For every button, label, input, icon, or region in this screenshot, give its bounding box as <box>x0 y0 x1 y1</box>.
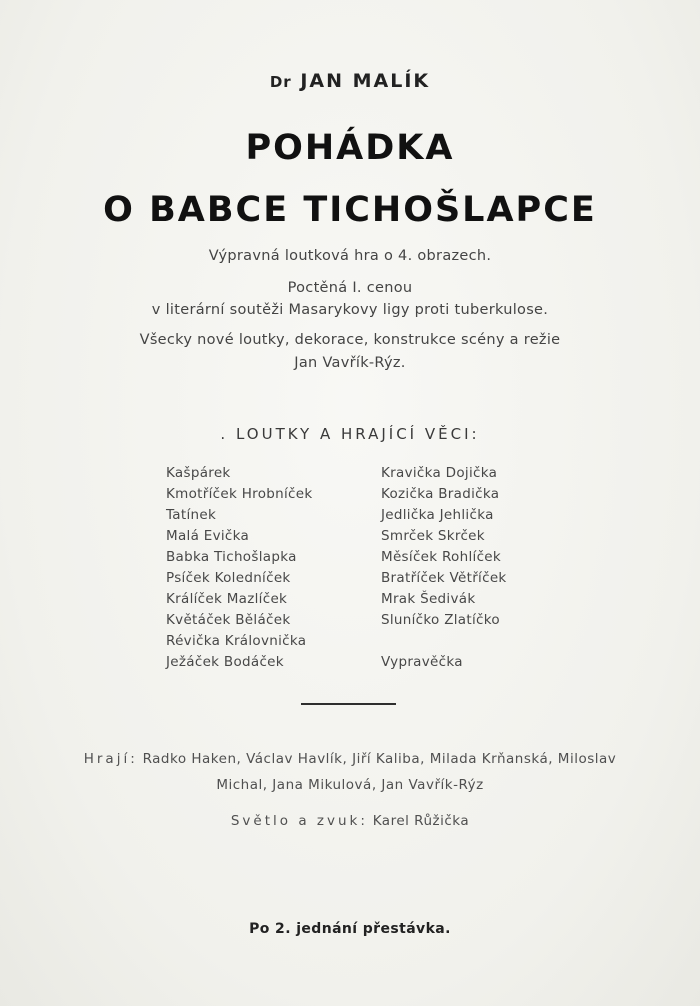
author-prefix: Dr <box>269 73 292 91</box>
narrator-name: Vypravěčka <box>381 654 463 670</box>
title-line-1: POHÁDKA <box>245 128 455 168</box>
intermission-note: Po 2. jednání přestávka. <box>249 921 451 937</box>
light-sound-name: Karel Růžička <box>372 813 470 829</box>
cast-line-2: Michal, Jana Mikulová, Jan Vavřík-Rýz <box>216 777 484 793</box>
cast-label: Hrají: <box>83 751 138 767</box>
character-name: Babka Tichošlapka <box>166 549 297 565</box>
character-name: Malá Evička <box>166 528 250 544</box>
character-name: Kašpárek <box>166 465 231 481</box>
character-name: Psíček Koledníček <box>166 570 291 586</box>
light-sound-credit <box>0 813 700 829</box>
character-name: Tatínek <box>166 507 217 523</box>
subtitle: Výpravná loutková hra o 4. obrazech. <box>208 248 492 264</box>
character-name: Ježáček Bodáček <box>166 654 284 670</box>
light-sound-label: Světlo a zvuk: <box>230 813 368 829</box>
author-name: JAN MALÍK <box>300 70 431 92</box>
character-name: Révička Královnička <box>166 633 307 649</box>
character-name: Smrček Skrček <box>381 528 485 544</box>
credits-line-1: Všecky nové loutky, dekorace, konstrukce scény a režie <box>139 332 561 348</box>
characters-heading: . LOUTKY A HRAJÍCÍ VĚCI: <box>220 425 480 443</box>
title-line-2: O BABCE TICHOŠLAPCE <box>103 190 597 230</box>
character-name: Králíček Mazlíček <box>166 591 288 607</box>
character-name: Kmotříček Hrobníček <box>166 486 313 502</box>
credits-line-2: Jan Vavřík-Rýz. <box>294 355 406 371</box>
character-name: Měsíček Rohlíček <box>381 549 502 565</box>
character-name: Bratříček Větříček <box>381 570 507 586</box>
character-name: Sluníčko Zlatíčko <box>381 612 500 628</box>
spacer <box>381 631 507 652</box>
author <box>0 70 700 92</box>
award-line-2: v literární soutěži Masarykovy ligy proti tuberkulose. <box>151 302 549 318</box>
cast-names-1: Radko Haken, Václav Havlík, Jiří Kaliba, Milada Krňanská, Miloslav <box>142 751 617 767</box>
character-name: Jedlička Jehlička <box>381 507 494 523</box>
character-name: Mrak Šedivák <box>381 591 476 607</box>
characters-left-column <box>166 463 312 673</box>
character-name: Kravička Dojička <box>381 465 498 481</box>
characters-right-column <box>381 463 507 673</box>
character-name: Kozička Bradička <box>381 486 500 502</box>
divider-rule <box>301 703 396 705</box>
award-line-1: Poctěná I. cenou <box>287 280 413 296</box>
cast-line-1 <box>0 751 700 767</box>
character-name: Květáček Běláček <box>166 612 291 628</box>
